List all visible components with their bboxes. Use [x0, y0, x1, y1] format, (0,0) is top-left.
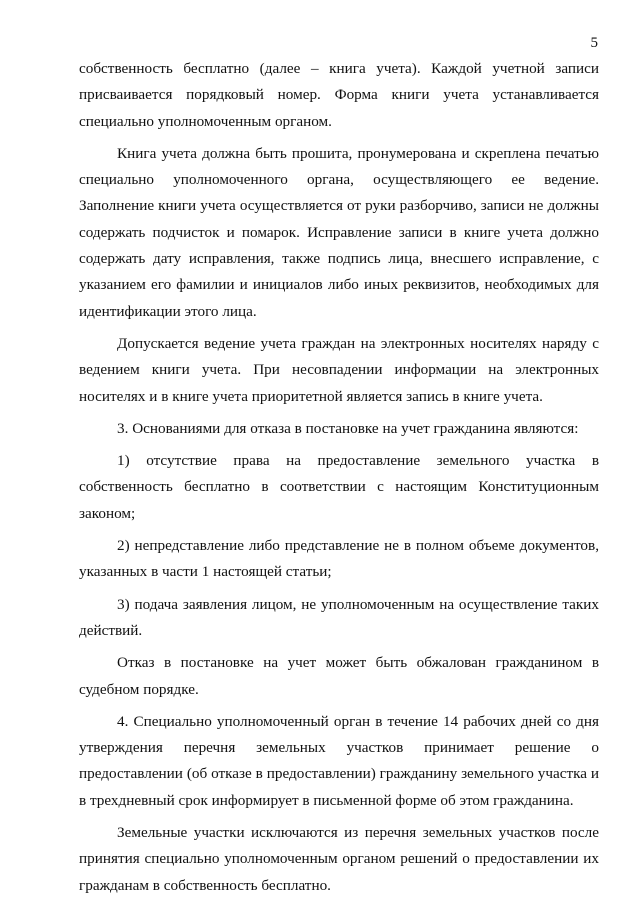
page-number: 5	[590, 35, 598, 51]
paragraph-exclusion: Земельные участки исключаются из перечня земельных участков после принятия специально уполномоченным органом решений о предоставлении их гражданам в собственность бесплатно.	[79, 824, 599, 894]
paragraph-electronic-records: Допускается ведение учета граждан на электронных носителях наряду с ведением книги учета. При несовпадении информации на электронных носителях и в книге учета приоритетной является запись в книге учета.	[79, 334, 599, 405]
paragraph-decision: 4. Специально уполномоченный орган в течение 14 рабочих дней со дня утверждения перечня земельных участков принимает решение о предоставлении (об отказе в предоставлении) гражданину земельного участка и в трехдневный срок информирует в письменной форме об этом гражданина.	[79, 712, 599, 809]
paragraph-book-binding: Книга учета должна быть прошита, пронумерована и скреплена печатью специально уполномоченного органа, осуществляющего ее ведение. Заполнение книги учета осуществляется от руки разборчиво, записи не должны содержать подчисток и помарок. Исправление записи в книге учета должно содержать дату исправления, также подпись лица, внесшего исправление, с указанием его фамилии и инициалов либо иных реквизитов, необходимых для идентификации этого лица.	[79, 144, 599, 320]
list-item-1: 1) отсутствие права на предоставление земельного участка в собственность бесплатно в соответствии с настоящим Конституционным законом;	[79, 452, 599, 522]
list-item-3: 3) подача заявления лицом, не уполномоченным на осуществление таких действий.	[79, 595, 599, 639]
paragraph-refusal-grounds: 3. Основаниями для отказа в постановке на учет гражданина являются:	[117, 419, 579, 437]
list-item-2: 2) непредставление либо представление не в полном объеме документов, указанных в части 1 настоящей статьи;	[79, 537, 599, 581]
paragraph-continuation: собственность бесплатно (далее – книга учета). Каждой учетной записи присваивается порядковый номер. Форма книги учета устанавливается специально уполномоченным органом.	[79, 60, 599, 130]
document-body	[79, 56, 599, 899]
paragraph-appeal: Отказ в постановке на учет может быть обжалован гражданином в судебном порядке.	[79, 654, 599, 698]
